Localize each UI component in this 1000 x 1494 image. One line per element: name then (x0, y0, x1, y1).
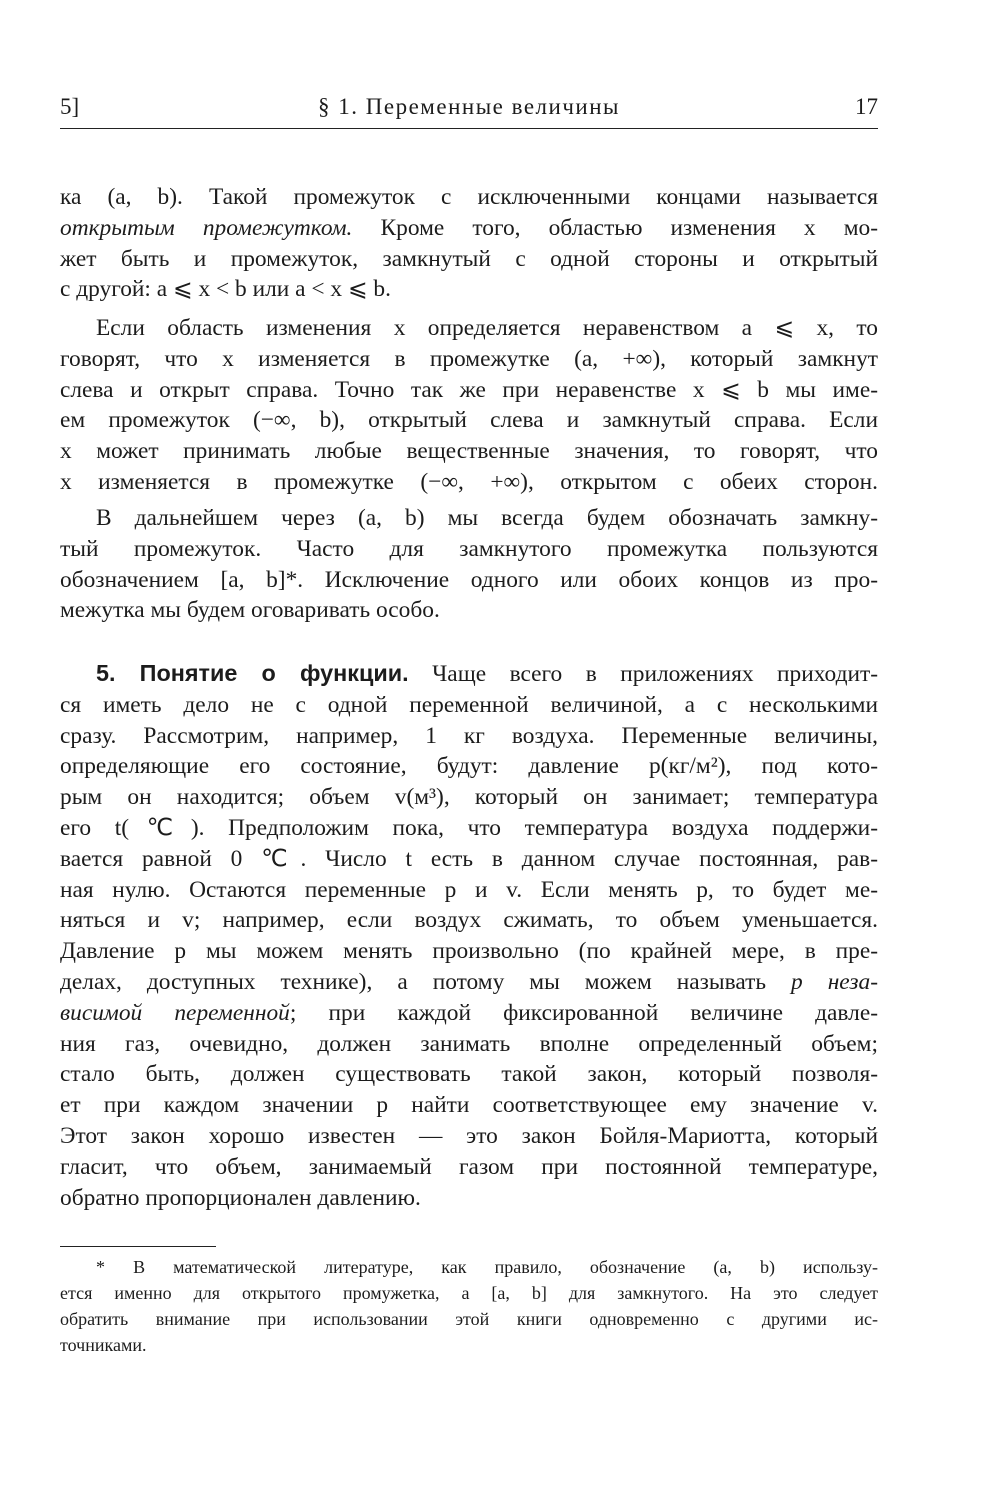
text-line: Если область изменения x определяется неравенством a ⩽ x, то (96, 315, 878, 341)
text-line: слева и открыт справа. Точно так же при неравенстве x ⩽ b мы име- (60, 376, 878, 403)
text-line: гласит, что объем, занимаемый газом при постоянной температуре, (60, 1153, 878, 1180)
text-line: В дальнейшем через (a, b) мы всегда будем обозначать замкну- (96, 505, 878, 531)
text-line: ная нулю. Остаются переменные p и v. Если менять p, то будет ме- (60, 876, 878, 903)
paragraph-3 (60, 503, 878, 626)
running-head-title: § 1. Переменные величины (318, 94, 620, 119)
running-head-section: 5] (60, 94, 80, 119)
section-5-paragraph (60, 658, 878, 1213)
text-line: межутка мы будем оговаривать особо. (60, 597, 440, 624)
text-line: 5. Понятие о функции. Чаще всего в приложениях приходит- (96, 660, 878, 687)
text-line: обозначением [a, b]*. Исключение одного или обоих концов из про- (60, 566, 878, 593)
italic-term: открытым промежутком. (60, 214, 353, 241)
header-rule (60, 128, 878, 129)
italic-term: p неза- (791, 968, 878, 995)
text-line: открытым промежутком. Кроме того, областью изменения x мо- (60, 214, 879, 241)
text-line: x изменяется в промежутке (−∞, +∞), открытом с обеих сторон. (60, 468, 878, 495)
section-heading: 5. Понятие о функции. (96, 660, 409, 686)
footnote-line: * В математической литературе, как правило, обозначение (a, b) использу- (96, 1257, 878, 1277)
paragraph-1 (60, 182, 878, 305)
text-line: с другой: a ⩽ x < b или a < x ⩽ b. (60, 276, 391, 303)
text-line: ния газ, очевидно, должен занимать вполне определенный объем; (60, 1030, 878, 1057)
footnote-line: обратить внимание при использовании этой книги одновременно с другими ис- (60, 1309, 878, 1329)
text-line: определяющие его состояние, будут: давление p(кг/м²), под кото- (60, 753, 878, 780)
text-line: ем промежуток (−∞, b), открытый слева и замкнутый справа. Если (60, 407, 878, 434)
text-line: ет при каждом значении p найти соответствующее ему значение v. (60, 1092, 878, 1119)
text-line: стало быть, должен существовать такой закон, который позволя- (60, 1061, 878, 1088)
text-line: вается равной 0 ℃. Число t есть в данном случае постоянная, рав- (60, 845, 878, 872)
text-line: висимой переменной; при каждой фиксированной величине давле- (60, 999, 878, 1026)
text-line: его t(℃). Предположим пока, что температура воздуха поддержи- (60, 814, 878, 841)
text-line: жет быть и промежуток, замкнутый с одной стороны и открытый (60, 245, 878, 272)
text-line: рым он находится; объем v(м³), который он занимает; температура (60, 784, 878, 811)
text-line: Давление p мы можем менять произвольно (по крайней мере, в пре- (60, 938, 878, 965)
text-line: няться и v; например, если воздух сжимать, то объем уменьшается. (60, 907, 878, 934)
text-line: ся иметь дело не с одной переменной величиной, а с несколькими (60, 691, 878, 718)
italic-term: висимой переменной (60, 999, 290, 1026)
text-line: ка (a, b). Такой промежуток с исключенными концами называется (60, 184, 878, 210)
footnote-line: точниками. (60, 1335, 147, 1355)
text-line: говорят, что x изменяется в промежутке (a, +∞), который замкнут (60, 345, 878, 372)
footnote-line: ется именно для открытого промужетка, а [a, b] для замкнутого. На это следует (60, 1283, 878, 1303)
text-line: обратно пропорционален давлению. (60, 1184, 421, 1211)
text-line: тый промежуток. Часто для замкнутого промежутка пользуются (60, 535, 878, 562)
running-head (60, 92, 878, 122)
text-line: Этот закон хорошо известен — это закон Бойля-Мариотта, который (60, 1122, 878, 1149)
text-line: сразу. Рассмотрим, например, 1 кг воздуха. Переменные величины, (60, 722, 878, 749)
paragraph-2 (60, 313, 878, 498)
page-number: 17 (855, 94, 878, 119)
footnote-rule (60, 1246, 216, 1247)
text-line: x может принимать любые вещественные значения, то говорят, что (60, 438, 878, 465)
text-line: делах, доступных технике), а потому мы можем называть p неза- (60, 968, 878, 995)
footnote (60, 1254, 878, 1358)
